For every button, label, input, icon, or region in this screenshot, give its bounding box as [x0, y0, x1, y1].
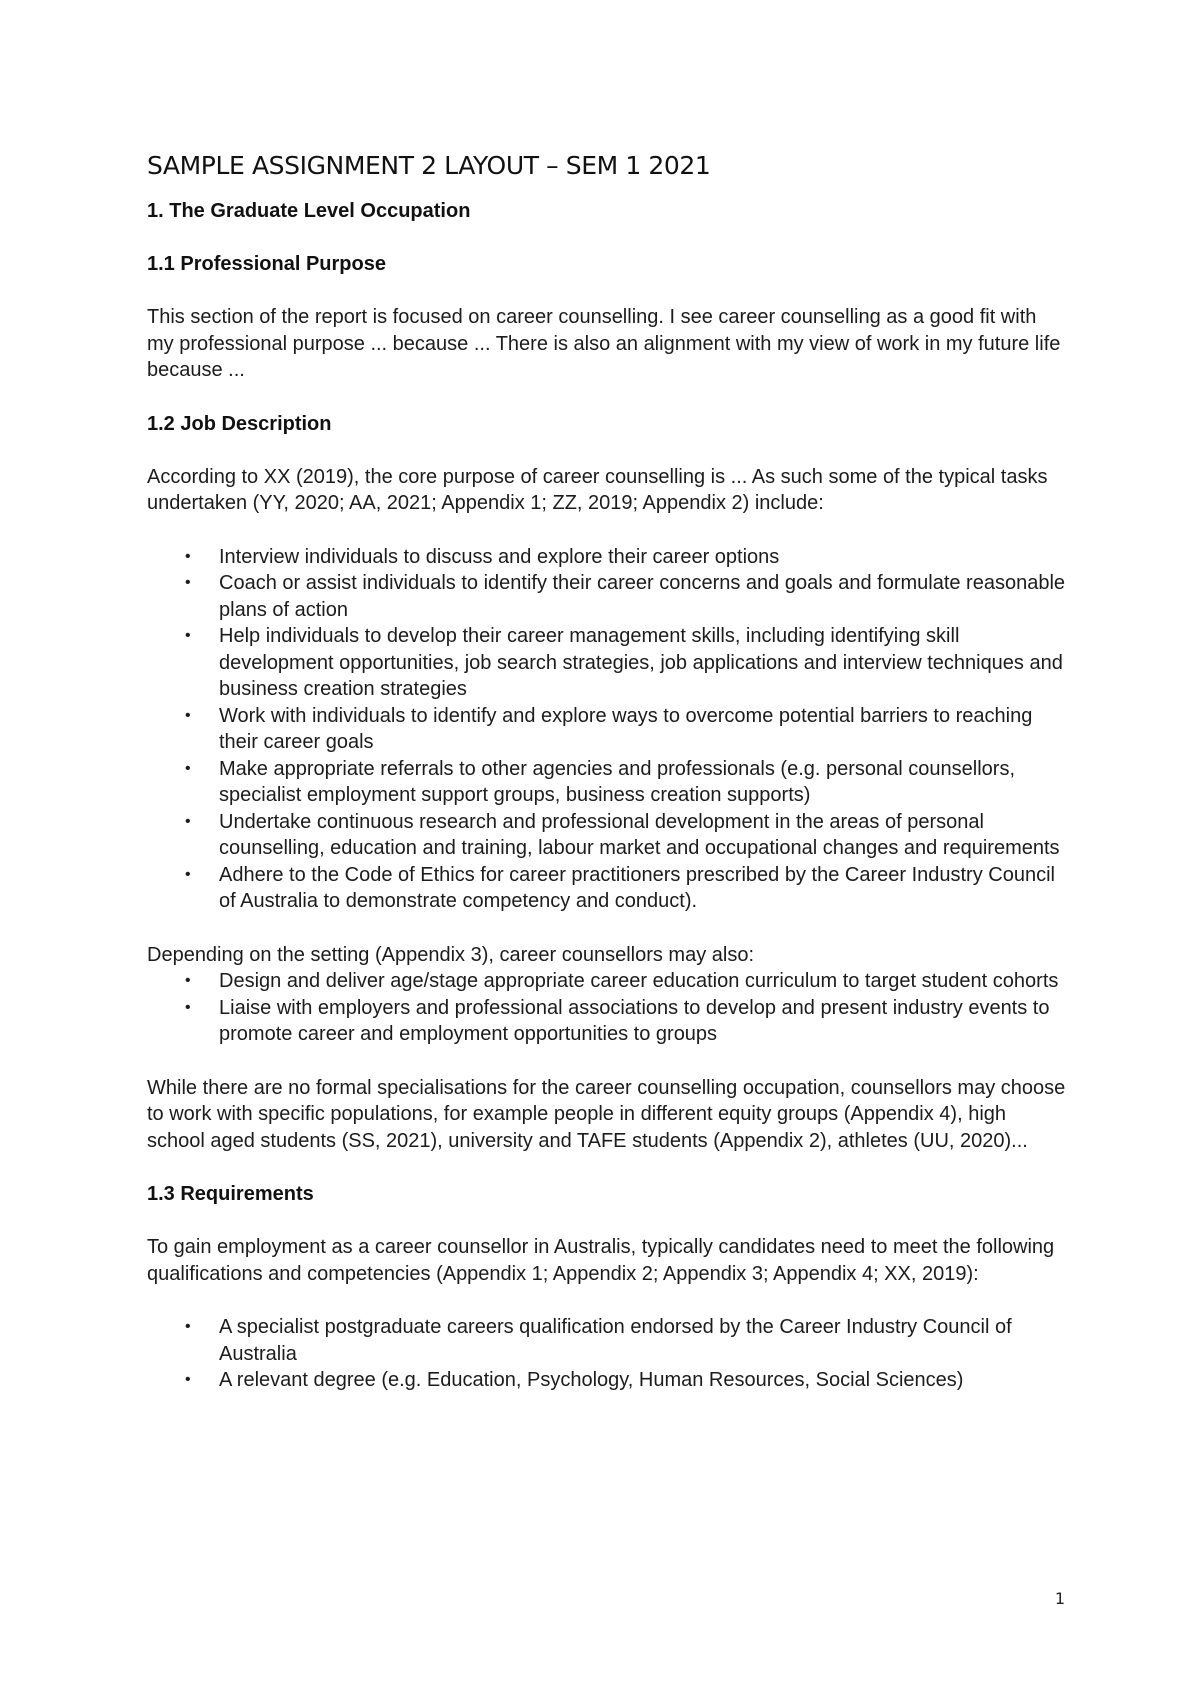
setting-tasks-list [147, 968, 1067, 1048]
specialisations-paragraph: While there are no formal specialisations for the career counselling occupation, counsellors may choose to work with specific populations, for example people in different equity groups (Appendix 4), high school aged students (SS, 2021), university and TAFE students (Appendix 2), athletes (UU, 2020)... [147, 1076, 1066, 1152]
section-heading-requirements: 1.3 Requirements [147, 1183, 314, 1205]
list-item-text: A relevant degree (e.g. Education, Psychology, Human Resources, Social Sciences) [219, 1369, 964, 1391]
section-heading-job-description: 1.2 Job Description [147, 412, 332, 435]
bullet-icon: • [185, 972, 191, 989]
job-description-intro: According to XX (2019), the core purpose of career counselling is ... As such some of the typical tasks undertaken (YY, 2020; AA, 2021; Appendix 1; ZZ, 2019; Appendix 2) include: [147, 465, 1048, 514]
list-item [147, 1314, 1067, 1367]
bullet-icon: • [185, 547, 191, 565]
list-item-text: Interview individuals to discuss and explore their career options [219, 545, 780, 568]
section-heading-professional-purpose: 1.1 Professional Purpose [147, 253, 386, 275]
bullet-icon: • [185, 998, 191, 1016]
bullet-icon: • [185, 706, 191, 724]
list-item-text: Design and deliver age/stage appropriate career education curriculum to target student cohorts [219, 970, 1059, 992]
document-body [147, 150, 1067, 1421]
section-heading-graduate-occupation: 1. The Graduate Level Occupation [147, 200, 471, 222]
list-item-text: Help individuals to develop their career management skills, including identifying skill development opportunities, job search strategies, job applications and interview techniques and business creation strategies [219, 625, 1063, 700]
list-item-text: Coach or assist individuals to identify their career concerns and goals and formulate reasonable plans of action [219, 572, 1066, 621]
list-item [147, 1367, 1067, 1394]
requirements-intro: To gain employment as a career counsellor in Australis, typically candidates need to meet the following qualifications and competencies (Appendix 1; Appendix 2; Appendix 3; Appendix 4; XX, 2019): [147, 1236, 1055, 1285]
list-item [147, 703, 1067, 756]
list-item-text: A specialist postgraduate careers qualification endorsed by the Career Industry Council of Australia [219, 1316, 1012, 1365]
bullet-icon: • [185, 865, 191, 883]
page-number: 1 [1054, 1589, 1065, 1608]
list-item-text: Adhere to the Code of Ethics for career practitioners prescribed by the Career Industry Council of Australia to demonstrate competency and conduct). [219, 863, 1055, 912]
list-item-text: Work with individuals to identify and explore ways to overcome potential barriers to reaching their career goals [219, 704, 1033, 753]
bullet-icon: • [185, 627, 191, 644]
bullet-icon: • [185, 812, 191, 830]
typical-tasks-list [147, 544, 1067, 915]
requirements-list [147, 1314, 1067, 1394]
setting-intro: Depending on the setting (Appendix 3), career counsellors may also: [147, 943, 755, 966]
bullet-icon: • [185, 1318, 191, 1335]
list-item-text: Make appropriate referrals to other agencies and professionals (e.g. personal counsellors, specialist employment support groups, business creation supports) [219, 757, 1015, 806]
list-item [147, 968, 1067, 995]
list-item [147, 570, 1067, 623]
list-item [147, 544, 1067, 571]
bullet-icon: • [185, 1371, 191, 1388]
list-item-text: Liaise with employers and professional associations to develop and present industry events to promote career and employment opportunities to groups [219, 996, 1050, 1045]
bullet-icon: • [185, 759, 191, 777]
list-item [147, 809, 1067, 862]
list-item [147, 623, 1067, 703]
list-item [147, 756, 1067, 809]
list-item [147, 862, 1067, 915]
bullet-icon: • [185, 574, 191, 591]
professional-purpose-paragraph: This section of the report is focused on career counselling. I see career counselling as a good fit with my professional purpose ... because ... There is also an alignment with my view of work in my future life because ... [147, 306, 1061, 381]
list-item [147, 995, 1067, 1048]
document-title: SAMPLE ASSIGNMENT 2 LAYOUT – SEM 1 2021 [147, 151, 711, 180]
list-item-text: Undertake continuous research and professional development in the areas of personal counselling, education and training, labour market and occupational changes and requirements [219, 810, 1060, 859]
